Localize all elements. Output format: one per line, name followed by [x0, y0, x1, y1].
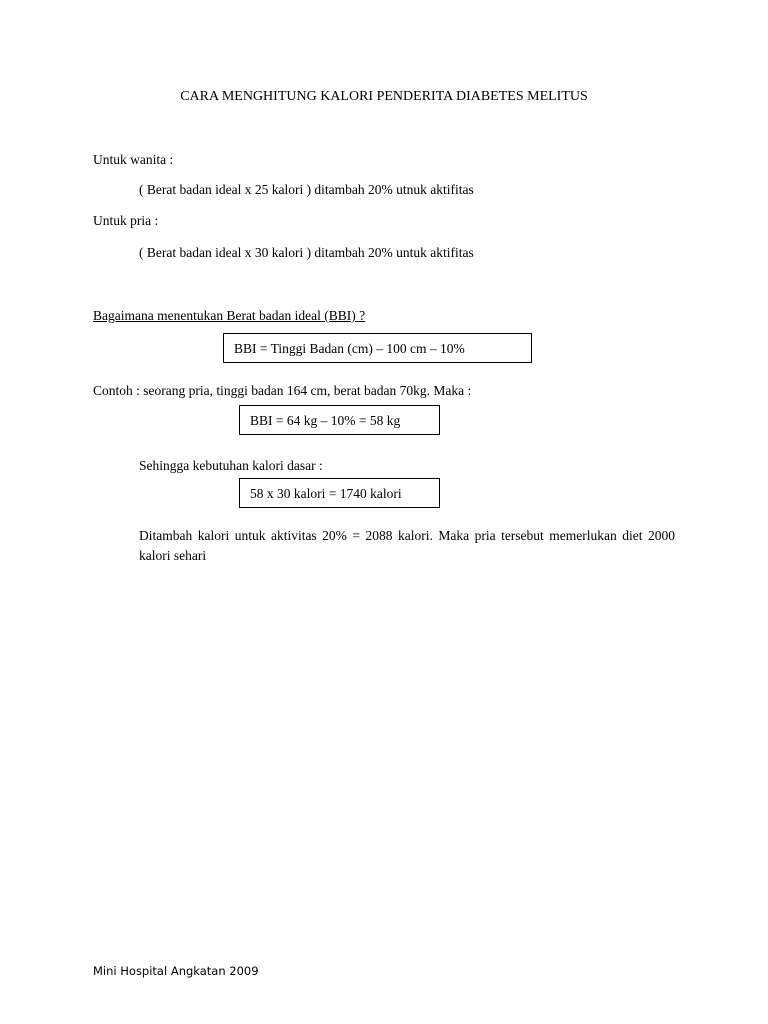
- men-label: Untuk pria :: [93, 213, 159, 228]
- men-formula: ( Berat badan ideal x 30 kalori ) ditambah 20% untuk aktifitas: [139, 245, 474, 260]
- women-formula: ( Berat badan ideal x 25 kalori ) ditambah 20% utnuk aktifitas: [139, 182, 474, 197]
- bbi-calculation-box: BBI = 64 kg – 10% = 58 kg: [239, 405, 440, 435]
- page-title: CARA MENGHITUNG KALORI PENDERITA DIABETES MELITUS: [180, 89, 588, 104]
- basal-calorie-label: Sehingga kebutuhan kalori dasar :: [139, 458, 323, 473]
- bbi-formula-box: BBI = Tinggi Badan (cm) – 100 cm – 10%: [223, 333, 532, 363]
- bbi-question: Bagaimana menentukan Berat badan ideal (BBI) ?: [93, 308, 366, 323]
- example-intro: Contoh : seorang pria, tinggi badan 164 cm, berat badan 70kg. Maka :: [93, 383, 472, 398]
- basal-calorie-box: 58 x 30 kalori = 1740 kalori: [239, 478, 440, 508]
- conclusion-paragraph: Ditambah kalori untuk aktivitas 20% = 2088 kalori. Maka pria tersebut memerlukan diet 2000 kalori sehari: [139, 528, 675, 563]
- women-label: Untuk wanita :: [93, 152, 174, 167]
- page-footer: Mini Hospital Angkatan 2009: [93, 964, 259, 978]
